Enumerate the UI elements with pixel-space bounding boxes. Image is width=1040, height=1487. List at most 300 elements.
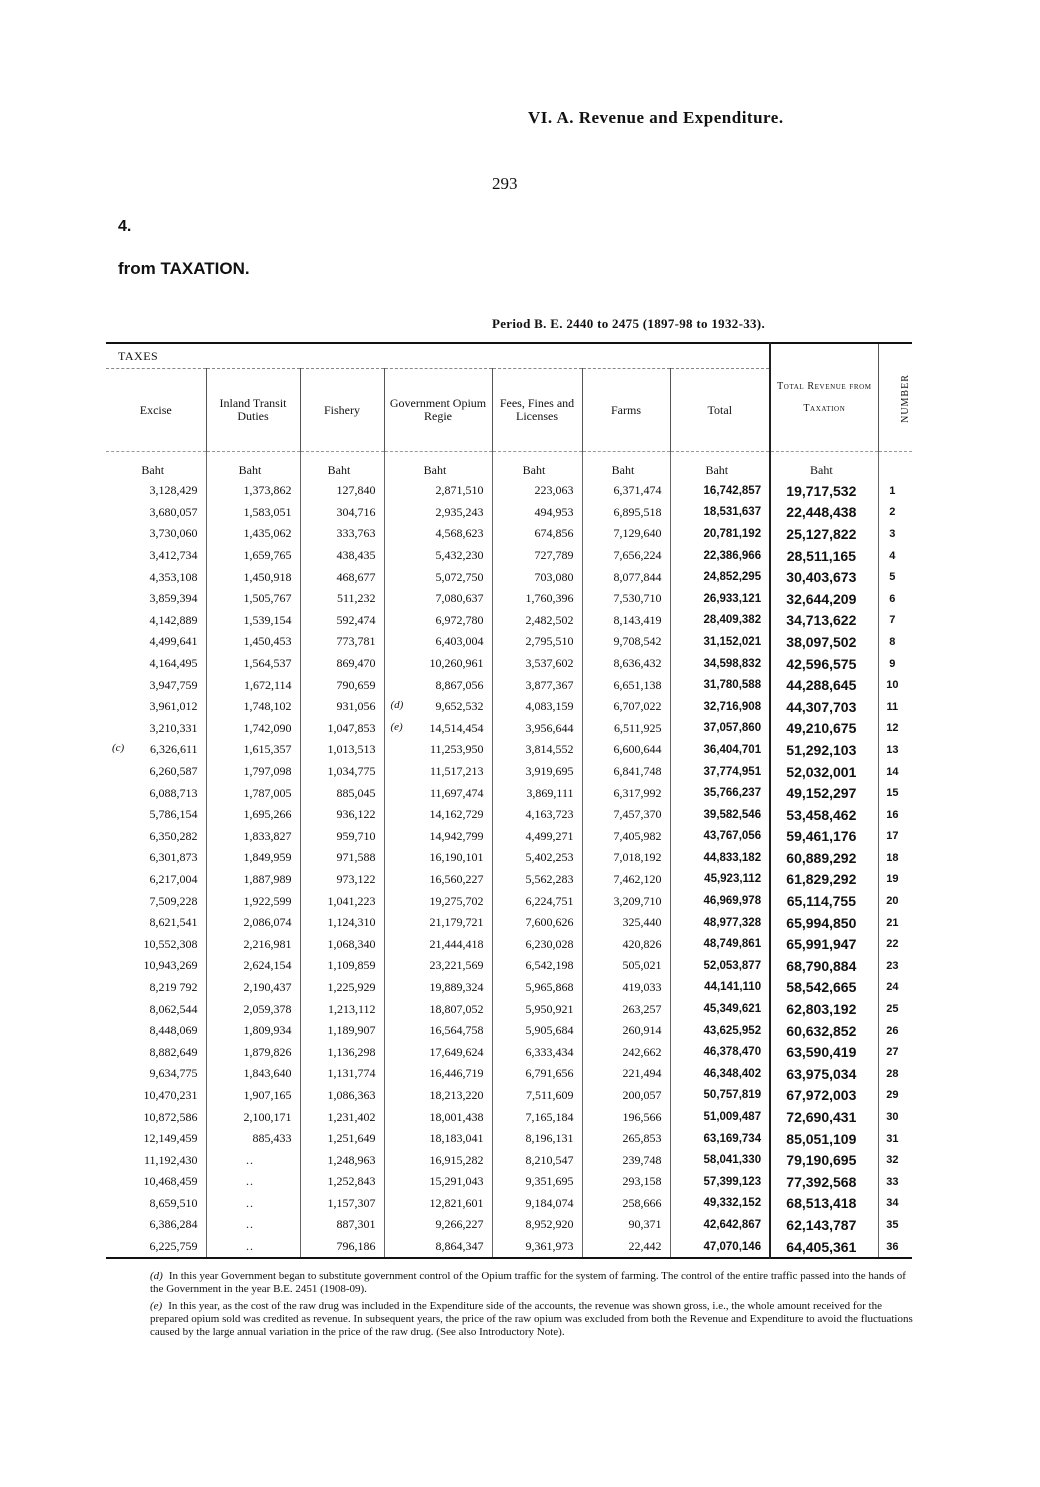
cell-value: 22 xyxy=(886,938,899,951)
cell-value: .. xyxy=(246,1217,254,1232)
cell-total xyxy=(670,674,770,696)
cell-grand-total xyxy=(770,977,878,999)
footnote-text: In this year, as the cost of the raw drug was included in the Expenditure side of the accounts, the revenue was shown gross, i.e., the whole amount received for the prepared opium sold was credited as revenue. In subsequent years, the price of the raw opium was excluded from both the Revenue and Expenditure to avoid the fluctuations caused by the large annual variation in the price of the raw drug. (See also Introductory Note). xyxy=(150,1300,913,1338)
cell-opium xyxy=(384,502,492,524)
cell-grand-total xyxy=(770,890,878,912)
cell-farms xyxy=(582,1171,670,1193)
cell-grand-total xyxy=(770,1106,878,1128)
cell-total xyxy=(670,1193,770,1215)
cell-value: 1,109,859 xyxy=(327,958,376,973)
taxation-table xyxy=(106,342,912,1259)
cell-fees xyxy=(492,782,582,804)
cell-number xyxy=(878,1020,912,1042)
cell-value: 10,552,308 xyxy=(143,936,198,951)
cell-number xyxy=(878,826,912,848)
table-row xyxy=(106,1149,912,1171)
table-row xyxy=(106,933,912,955)
cell-total xyxy=(670,761,770,783)
cell-opium xyxy=(384,545,492,567)
cell-farms xyxy=(582,696,670,718)
cell-value: 14 xyxy=(886,765,899,778)
cell-value: 36 xyxy=(886,1240,899,1253)
cell-value: 8,219 792 xyxy=(149,979,198,994)
table-number: 4. xyxy=(118,218,132,235)
cell-value: 263,257 xyxy=(622,1001,662,1016)
cell-fishery xyxy=(300,653,384,675)
cell-value: 1,047,853 xyxy=(327,720,376,735)
cell-farms xyxy=(582,1193,670,1215)
footnote-text: In this year Government began to substitute government control of the Opium traffic for the system of farming. The control of the entire traffic passed into the hands of the Government in the year B.E. 2451 (1908-09). xyxy=(150,1270,906,1295)
cell-value: 10,470,231 xyxy=(143,1087,198,1102)
cell-value: 1,615,357 xyxy=(243,742,292,757)
cell-inland-transit xyxy=(206,977,300,999)
cell-farms xyxy=(582,631,670,653)
cell-excise xyxy=(106,1171,206,1193)
cell-fees xyxy=(492,1085,582,1107)
cell-farms xyxy=(582,480,670,502)
cell-farms xyxy=(582,761,670,783)
cell-farms xyxy=(582,718,670,740)
cell-grand-total xyxy=(770,739,878,761)
cell-farms xyxy=(582,977,670,999)
cell-value: 3,412,734 xyxy=(149,548,198,563)
cell-excise xyxy=(106,1085,206,1107)
cell-value: 2,059,378 xyxy=(243,1001,292,1016)
cell-value: 8,621,541 xyxy=(149,915,198,930)
cell-value: 9,652,532 xyxy=(435,699,484,714)
cell-grand-total xyxy=(770,1214,878,1236)
taxes-group-header: TAXES xyxy=(106,343,770,369)
cell-total xyxy=(670,1106,770,1128)
cell-farms xyxy=(582,826,670,848)
cell-excise xyxy=(106,977,206,999)
cell-value: 223,063 xyxy=(534,483,574,498)
cell-inland-transit xyxy=(206,480,300,502)
cell-number xyxy=(878,977,912,999)
cell-fishery xyxy=(300,739,384,761)
cell-fees xyxy=(492,912,582,934)
cell-total xyxy=(670,1214,770,1236)
cell-grand-total xyxy=(770,955,878,977)
cell-excise xyxy=(106,545,206,567)
table-row xyxy=(106,1041,912,1063)
cell-opium xyxy=(384,890,492,912)
cell-value: 7,656,224 xyxy=(613,548,662,563)
cell-value: 5,432,230 xyxy=(435,548,484,563)
cell-fishery xyxy=(300,480,384,502)
cell-fees xyxy=(492,631,582,653)
cell-excise xyxy=(106,566,206,588)
cell-value: 3,210,331 xyxy=(149,720,198,735)
cell-opium xyxy=(384,1171,492,1193)
cell-inland-transit xyxy=(206,1020,300,1042)
table-row xyxy=(106,502,912,524)
cell-excise xyxy=(106,610,206,632)
cell-grand-total xyxy=(770,610,878,632)
footnote-mark: (d) xyxy=(150,1270,163,1282)
cell-grand-total xyxy=(770,804,878,826)
cell-inland-transit xyxy=(206,1085,300,1107)
cell-number xyxy=(878,1063,912,1085)
cell-inland-transit xyxy=(206,933,300,955)
cell-inland-transit xyxy=(206,588,300,610)
cell-fees xyxy=(492,545,582,567)
cell-value: 1,748,102 xyxy=(243,699,292,714)
cell-fishery xyxy=(300,826,384,848)
cell-number xyxy=(878,718,912,740)
cell-value: 12,149,459 xyxy=(143,1131,198,1146)
cell-value: 14,514,454 xyxy=(429,720,484,735)
cell-excise xyxy=(106,588,206,610)
cell-value: 19,275,702 xyxy=(429,893,484,908)
cell-value: 10,943,269 xyxy=(143,958,198,973)
cell-value: 265,853 xyxy=(622,1131,662,1146)
cell-opium xyxy=(384,653,492,675)
table-row xyxy=(106,1171,912,1193)
cell-value: 2 xyxy=(889,506,896,519)
cell-value: 6,317,992 xyxy=(613,785,662,800)
cell-fees xyxy=(492,1171,582,1193)
cell-grand-total xyxy=(770,1193,878,1215)
cell-grand-total xyxy=(770,912,878,934)
cell-value: 239,748 xyxy=(622,1152,662,1167)
cell-number xyxy=(878,1149,912,1171)
cell-value: 727,789 xyxy=(534,548,574,563)
cell-value: 20 xyxy=(886,895,899,908)
cell-excise xyxy=(106,890,206,912)
table-row xyxy=(106,890,912,912)
cell-value: 53,458,462 xyxy=(786,806,857,823)
footnote-d xyxy=(150,1270,920,1296)
cell-value: 6,230,028 xyxy=(525,936,574,951)
cell-inland-transit xyxy=(206,826,300,848)
cell-farms xyxy=(582,566,670,588)
cell-fees xyxy=(492,674,582,696)
cell-opium xyxy=(384,826,492,848)
cell-value: 6,972,780 xyxy=(435,612,484,627)
cell-value: 31 xyxy=(886,1132,899,1145)
cell-value: 16,446,719 xyxy=(429,1066,484,1081)
period-caption: Period B. E. 2440 to 2475 (1897-98 to 1932-33). xyxy=(492,316,765,331)
note-mark: (d) xyxy=(390,699,404,712)
cell-farms xyxy=(582,739,670,761)
cell-farms xyxy=(582,674,670,696)
cell-grand-total xyxy=(770,782,878,804)
cell-total xyxy=(670,1236,770,1259)
cell-value: 9 xyxy=(889,657,896,670)
cell-value: 85,051,109 xyxy=(786,1130,857,1147)
cell-inland-transit xyxy=(206,1149,300,1171)
cell-value: 43,767,056 xyxy=(703,830,762,843)
cell-total xyxy=(670,696,770,718)
cell-value: 47,070,146 xyxy=(703,1240,762,1253)
cell-value: 1,450,918 xyxy=(243,569,292,584)
cell-opium xyxy=(384,739,492,761)
cell-value: 61,829,292 xyxy=(786,871,857,888)
cell-value: 68,513,418 xyxy=(786,1195,857,1212)
table-row xyxy=(106,1063,912,1085)
col-header-number xyxy=(878,343,912,452)
table-row xyxy=(106,1106,912,1128)
cell-value: 5,402,253 xyxy=(525,850,574,865)
cell-value: .. xyxy=(246,1152,254,1167)
cell-value: 77,392,568 xyxy=(786,1173,857,1190)
cell-excise xyxy=(106,1041,206,1063)
cell-value: 49,332,152 xyxy=(703,1197,762,1210)
col-header-fees: Fees, Fines and Licenses xyxy=(492,369,582,452)
table-subtitle: from TAXATION. xyxy=(118,259,250,278)
cell-value: 6,600,644 xyxy=(613,742,662,757)
cell-number xyxy=(878,674,912,696)
cell-fishery xyxy=(300,1106,384,1128)
cell-value: 52,032,001 xyxy=(786,763,857,780)
cell-value: 3,730,060 xyxy=(149,526,198,541)
cell-inland-transit xyxy=(206,1214,300,1236)
cell-number xyxy=(878,653,912,675)
cell-value: 22,448,438 xyxy=(786,504,857,521)
cell-number xyxy=(878,1041,912,1063)
cell-opium xyxy=(384,847,492,869)
cell-fishery xyxy=(300,1020,384,1042)
cell-value: 5 xyxy=(889,571,896,584)
cell-value: 22,442 xyxy=(628,1239,662,1254)
cell-opium xyxy=(384,674,492,696)
cell-grand-total xyxy=(770,869,878,891)
cell-inland-transit xyxy=(206,1128,300,1150)
cell-fishery xyxy=(300,977,384,999)
cell-fishery xyxy=(300,761,384,783)
note-mark: (e) xyxy=(390,720,403,733)
cell-farms xyxy=(582,933,670,955)
cell-value: 3,956,644 xyxy=(525,720,574,735)
cell-value: 22,386,966 xyxy=(703,549,762,562)
cell-fishery xyxy=(300,847,384,869)
cell-fees xyxy=(492,826,582,848)
cell-inland-transit xyxy=(206,1041,300,1063)
footnote-mark: (e) xyxy=(150,1300,163,1312)
cell-total xyxy=(670,933,770,955)
cell-value: 936,122 xyxy=(336,807,376,822)
cell-excise xyxy=(106,761,206,783)
cell-number xyxy=(878,955,912,977)
cell-fishery xyxy=(300,588,384,610)
cell-value: 18,001,438 xyxy=(429,1109,484,1124)
cell-inland-transit xyxy=(206,545,300,567)
cell-value: 46,348,402 xyxy=(703,1067,762,1080)
cell-value: 6,841,748 xyxy=(613,764,662,779)
cell-value: 1 xyxy=(889,484,896,497)
cell-value: 34,713,622 xyxy=(786,612,857,629)
cell-value: 258,666 xyxy=(622,1195,662,1210)
cell-inland-transit xyxy=(206,1106,300,1128)
cell-farms xyxy=(582,545,670,567)
cell-farms xyxy=(582,1063,670,1085)
cell-value: 796,186 xyxy=(336,1239,376,1254)
cell-value: 6,088,713 xyxy=(149,785,198,800)
cell-value: 32 xyxy=(886,1154,899,1167)
cell-fishery xyxy=(300,1214,384,1236)
cell-value: 6,542,198 xyxy=(525,958,574,973)
cell-grand-total xyxy=(770,653,878,675)
cell-fees xyxy=(492,610,582,632)
cell-value: 16,560,227 xyxy=(429,871,484,886)
cell-total xyxy=(670,1171,770,1193)
cell-value: 8,210,547 xyxy=(525,1152,574,1167)
cell-inland-transit xyxy=(206,998,300,1020)
cell-number xyxy=(878,804,912,826)
cell-value: 221,494 xyxy=(622,1066,662,1081)
cell-value: 9,634,775 xyxy=(149,1066,198,1081)
cell-value: 62,143,787 xyxy=(786,1216,857,1233)
cell-value: 18,531,637 xyxy=(703,506,762,519)
cell-inland-transit xyxy=(206,718,300,740)
cell-excise xyxy=(106,653,206,675)
cell-farms xyxy=(582,782,670,804)
cell-fees xyxy=(492,653,582,675)
cell-total xyxy=(670,1020,770,1042)
unit-cell-empty xyxy=(878,452,912,481)
cell-grand-total xyxy=(770,1149,878,1171)
cell-opium xyxy=(384,1214,492,1236)
cell-number xyxy=(878,912,912,934)
cell-value: 1,231,402 xyxy=(327,1109,376,1124)
cell-value: 30,403,673 xyxy=(786,569,857,586)
cell-value: 4,164,495 xyxy=(149,656,198,671)
cell-fees xyxy=(492,869,582,891)
cell-value: 60,632,852 xyxy=(786,1022,857,1039)
cell-fees xyxy=(492,955,582,977)
cell-fishery xyxy=(300,1063,384,1085)
cell-value: 1,041,223 xyxy=(327,893,376,908)
col-header-farms: Farms xyxy=(582,369,670,452)
cell-value: 8 xyxy=(889,635,896,648)
cell-value: 2,624,154 xyxy=(243,958,292,973)
col-header-excise: Excise xyxy=(106,369,206,452)
cell-grand-total xyxy=(770,1020,878,1042)
cell-excise xyxy=(106,696,206,718)
cell-grand-total xyxy=(770,502,878,524)
table-row xyxy=(106,566,912,588)
cell-value: 12 xyxy=(886,722,899,735)
cell-fees xyxy=(492,1236,582,1259)
cell-excise xyxy=(106,912,206,934)
cell-value: 4 xyxy=(889,549,896,562)
cell-fishery xyxy=(300,1236,384,1259)
cell-value: 79,190,695 xyxy=(786,1152,857,1169)
cell-value: 3,947,759 xyxy=(149,677,198,692)
cell-value: 1,157,307 xyxy=(327,1195,376,1210)
cell-value: .. xyxy=(246,1239,254,1254)
cell-value: 7,165,184 xyxy=(525,1109,574,1124)
cell-value: 7,405,982 xyxy=(613,828,662,843)
cell-value: 3,209,710 xyxy=(613,893,662,908)
cell-value: 65,991,947 xyxy=(786,936,857,953)
cell-value: 9,266,227 xyxy=(435,1217,484,1232)
cell-value: 1,564,537 xyxy=(243,656,292,671)
cell-farms xyxy=(582,1236,670,1259)
cell-fishery xyxy=(300,631,384,653)
col-header-opium: Government Opium Regie xyxy=(384,369,492,452)
cell-value: 32,644,209 xyxy=(786,590,857,607)
cell-fishery xyxy=(300,696,384,718)
cell-value: 8,882,649 xyxy=(149,1044,198,1059)
cell-total xyxy=(670,912,770,934)
cell-value: 260,914 xyxy=(622,1023,662,1038)
taxation-table-container xyxy=(106,342,912,1254)
cell-value: 8,864,347 xyxy=(435,1239,484,1254)
cell-inland-transit xyxy=(206,1193,300,1215)
cell-total xyxy=(670,826,770,848)
cell-value: 971,588 xyxy=(336,850,376,865)
table-row xyxy=(106,761,912,783)
cell-grand-total xyxy=(770,545,878,567)
cell-value: 15 xyxy=(886,787,899,800)
cell-value: 773,781 xyxy=(336,634,376,649)
cell-value: 58,041,330 xyxy=(703,1154,762,1167)
cell-value: 13 xyxy=(886,743,899,756)
unit-cell: Baht xyxy=(206,452,300,481)
cell-value: 6,511,925 xyxy=(613,720,662,735)
cell-value: 3,537,602 xyxy=(525,656,574,671)
cell-opium xyxy=(384,718,492,740)
cell-opium xyxy=(384,933,492,955)
cell-opium xyxy=(384,1041,492,1063)
cell-fees xyxy=(492,480,582,502)
cell-opium xyxy=(384,1106,492,1128)
section-title: VI. A. Revenue and Expenditure. xyxy=(528,108,784,127)
cell-value: 25 xyxy=(886,1003,899,1016)
cell-inland-transit xyxy=(206,523,300,545)
cell-value: 2,100,171 xyxy=(243,1109,292,1124)
cell-value: 293,158 xyxy=(622,1174,662,1189)
cell-fees xyxy=(492,1214,582,1236)
cell-value: 959,710 xyxy=(336,828,376,843)
unit-cell: Baht xyxy=(492,452,582,481)
cell-value: 50,757,819 xyxy=(703,1089,762,1102)
table-row xyxy=(106,998,912,1020)
cell-value: 6,301,873 xyxy=(149,850,198,865)
cell-value: 7,018,192 xyxy=(613,850,662,865)
unit-cell: Baht xyxy=(384,452,492,481)
cell-number xyxy=(878,696,912,718)
cell-opium xyxy=(384,696,492,718)
cell-opium xyxy=(384,1149,492,1171)
cell-value: 42,596,575 xyxy=(786,655,857,672)
cell-farms xyxy=(582,955,670,977)
cell-value: 6,333,434 xyxy=(525,1044,574,1059)
cell-value: 127,840 xyxy=(336,483,376,498)
table-row xyxy=(106,955,912,977)
cell-value: 28 xyxy=(886,1067,899,1080)
cell-value: 1,213,112 xyxy=(327,1001,376,1016)
cell-value: 1,797,098 xyxy=(243,764,292,779)
cell-excise xyxy=(106,998,206,1020)
cell-total xyxy=(670,566,770,588)
cell-value: 29 xyxy=(886,1089,899,1102)
cell-number xyxy=(878,869,912,891)
cell-fees xyxy=(492,804,582,826)
cell-value: 2,190,437 xyxy=(243,979,292,994)
cell-value: 34,598,832 xyxy=(703,657,762,670)
cell-value: 1,907,165 xyxy=(243,1087,292,1102)
cell-fees xyxy=(492,1193,582,1215)
cell-value: 1,013,513 xyxy=(327,742,376,757)
table-row xyxy=(106,718,912,740)
cell-value: 46,378,470 xyxy=(703,1046,762,1059)
cell-value: 7,511,609 xyxy=(525,1087,574,1102)
cell-fishery xyxy=(300,674,384,696)
cell-fees xyxy=(492,933,582,955)
